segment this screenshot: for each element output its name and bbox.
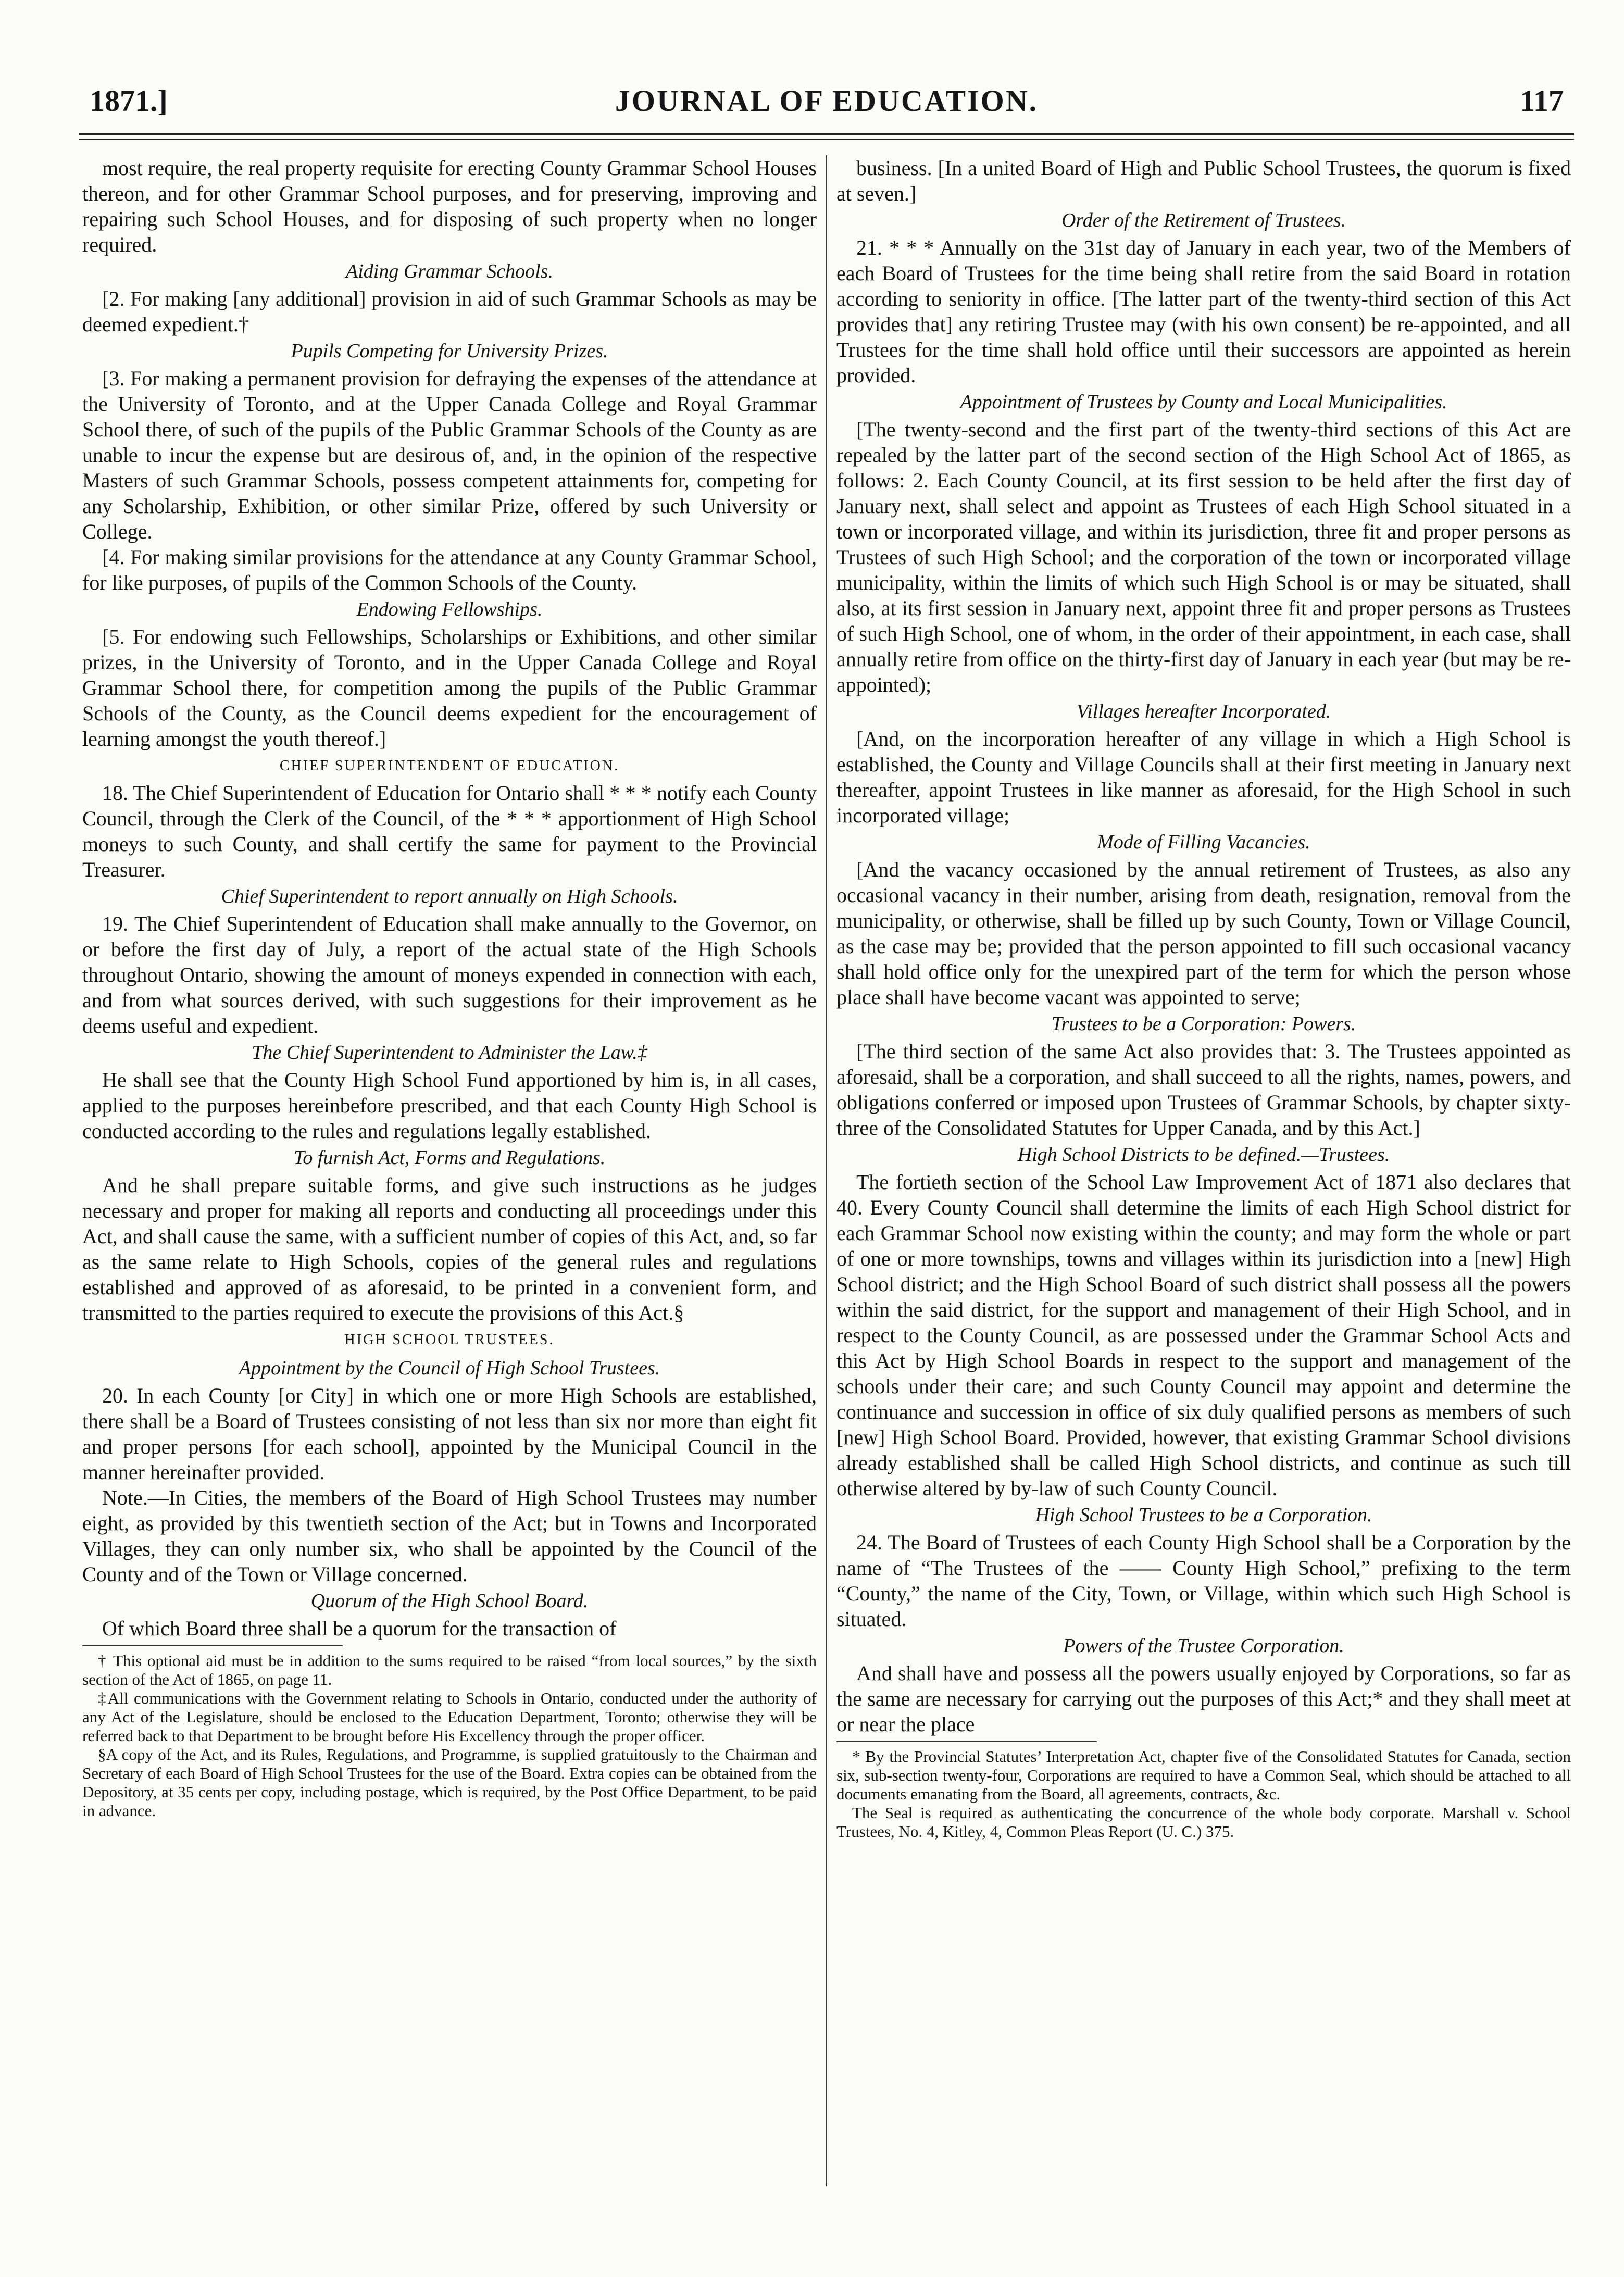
paragraph: 21. * * * Annually on the 31st day of January in each year, two of the Members of each Board of Trustees for the time being shall retire from the said Board in rotation according to seniority in office. [The latter part of the twenty-third section of this Act provides that] any retiring Trustee may (with his own consent) be re-appointed, and all Trustees for the time shall hold office until their successors are appointed as herein provided.	[836, 236, 1571, 387]
paragraph: 19. The Chief Superintendent of Education shall make annually to the Governor, on or before the first day of July, a report of the actual state of the High Schools throughout Ontario, showing the amount of moneys expended in connection with each, and from what sources derived, with such suggestions for their improvement as he deems useful and expedient.	[82, 912, 817, 1037]
footnote: §A copy of the Act, and its Rules, Regulations, and Programme, is supplied gratuitously to the Chairman and Secretary of each Board of High School Trustees for the use of the Board. Extra copies can be obtained from the Depository, at 35 cents per copy, including postage, which is required, by the Post Office Department, to be paid in advance.	[82, 1745, 817, 1820]
footnote: ‡All communications with the Government relating to Schools in Ontario, conducted under the authority of any Act of the Legislature, should be enclosed to the Education Department, Toronto; otherwise they will be referred back to that Department to be brought before His Excellency through the proper officer.	[82, 1689, 817, 1745]
paragraph: And he shall prepare suitable forms, and give such instructions as he judges necessary and proper for making all reports and conducting all proceedings under this Act, and shall cause the same, with a sufficient number of copies of this Act, and, so far as the same relate to High Schools, copies of the general rules and regulations established and approved of as aforesaid, to be printed in a convenient form, and transmitted to the parties required to execute the provisions of this Act.§	[82, 1173, 817, 1324]
paragraph: [2. For making [any additional] provision in aid of such Grammar Schools as may be deemed expedient.†	[82, 287, 817, 336]
section-title: CHIEF SUPERINTENDENT OF EDUCATION.	[279, 758, 620, 774]
section-heading: Pupils Competing for University Prizes.	[291, 340, 608, 362]
section-heading: High School Districts to be defined.—Trustees.	[1017, 1144, 1390, 1166]
section-heading: Mode of Filling Vacancies.	[1097, 831, 1310, 853]
section-title: HIGH SCHOOL TRUSTEES.	[344, 1332, 555, 1348]
left-column	[82, 155, 817, 2197]
section-heading: Aiding Grammar Schools.	[346, 260, 553, 282]
footnote-rule	[82, 1645, 343, 1646]
header-rule-thin	[79, 139, 1574, 140]
paragraph: [The third section of the same Act also provides that: 3. The Trustees appointed as aforesaid, shall be a corporation, and shall succeed to all the rights, names, powers, and obligations conferred or imposed upon Trustees of Grammar Schools, by chapter sixty-three of the Consolidated Statutes for Upper Canada, and by this Act.]	[836, 1040, 1571, 1140]
footnote-rule	[836, 1741, 1097, 1742]
footnote: * By the Provincial Statutes’ Interpretation Act, chapter five of the Consolidated Statutes for Canada, section six, sub-section twenty-four, Corporations are required to have a Common Seal, which should be attached to all documents emanating from the Board, all agreements, contracts, &c.	[836, 1747, 1571, 1803]
paragraph: 18. The Chief Superintendent of Education for Ontario shall * * * notify each County Council, through the Clerk of the Council, of the * * * apportionment of High School moneys to such County, and shall certify the same for payment to the Provincial Treasurer.	[82, 781, 817, 881]
section-heading: To furnish Act, Forms and Regulations.	[293, 1147, 606, 1169]
page-number: 117	[1520, 84, 1564, 118]
paragraph: [And, on the incorporation hereafter of any village in which a High School is established, the County and Village Councils shall at their first meeting in January next thereafter, appoint Trustees in like manner as aforesaid, for the High School in such incorporated village;	[836, 727, 1571, 827]
paragraph: most require, the real property requisite for erecting County Grammar School Houses thereon, and for other Grammar School purposes, and for preserving, improving and repairing such School Houses, and for disposing of such property when no longer required.	[82, 156, 817, 256]
column-divider	[826, 155, 827, 2186]
section-heading: Order of the Retirement of Trustees.	[1061, 209, 1346, 231]
paragraph: And shall have and possess all the powers usually enjoyed by Corporations, so far as the same are necessary for carrying out the purposes of this Act;* and they shall meet at or near the place	[836, 1661, 1571, 1736]
paragraph: Note.—In Cities, the members of the Board of High School Trustees may number eight, as provided by this twentieth section of the Act; but in Towns and Incorporated Villages, they can only number six, who shall be appointed by the Council of the County and of the Town or Village concerned.	[82, 1486, 817, 1586]
paragraph: business. [In a united Board of High and Public School Trustees, the quorum is fixed at seven.]	[836, 156, 1571, 205]
section-heading: Endowing Fellowships.	[356, 598, 543, 620]
header-year: 1871.]	[90, 84, 168, 118]
journal-title: JOURNAL OF EDUCATION.	[615, 84, 1039, 118]
paragraph: [4. For making similar provisions for the attendance at any County Grammar School, for like purposes, of pupils of the Common Schools of the County.	[82, 545, 817, 594]
paragraph: [5. For endowing such Fellowships, Scholarships or Exhibitions, and other similar prizes, in the University of Toronto, and in the Upper Canada College and Royal Grammar School there, for competition among the pupils of the Public Grammar Schools of the County, as the Council deems expedient for the encouragement of learning amongst the youth thereof.]	[82, 625, 817, 750]
paragraph: 20. In each County [or City] in which one or more High Schools are established, there shall be a Board of Trustees consisting of not less than six nor more than eight fit and proper persons [for each school], appointed by the Municipal Council in the manner hereinafter provided.	[82, 1384, 817, 1484]
footnote: The Seal is required as authenticating the concurrence of the whole body corporate. Marshall v. School Trustees, No. 4, Kitley, 4, Common Pleas Report (U. C.) 375.	[836, 1804, 1571, 1841]
paragraph: Of which Board three shall be a quorum for the transaction of	[102, 1617, 617, 1640]
section-heading: Quorum of the High School Board.	[310, 1590, 589, 1612]
section-heading: High School Trustees to be a Corporation.	[1035, 1504, 1372, 1526]
paragraph: [And the vacancy occasioned by the annual retirement of Trustees, as also any occasional vacancy in their number, arising from death, resignation, removal from the municipality, or otherwise, shall be filled up by such County, Town or Village Council, as the case may be; provided that the person appointed to fill such occasional vacancy shall hold office only for the unexpired part of the term for which the person whose place shall have become vacant was appointed to serve;	[836, 858, 1571, 1009]
paragraph: He shall see that the County High School Fund apportioned by him is, in all cases, applied to the purposes hereinbefore prescribed, and that each County High School is conducted according to the rules and regulations legally established.	[82, 1068, 817, 1143]
section-heading: Trustees to be a Corporation: Powers.	[1051, 1013, 1356, 1035]
paragraph: [The twenty-second and the first part of the twenty-third sections of this Act are repealed by the latter part of the second section of the High School Act of 1865, as follows: 2. Each County Council, at its first session to be held after the first day of January next, shall select and appoint as Trustees of each High School situated in a town or incorporated village, and within its jurisdiction, three fit and proper persons as Trustees of such High School; and the corporation of the town or incorporated village municipality, within the limits of which such High School is or may be situated, shall also, at its first session in January next, appoint three fit and proper persons as Trustees of such High School, one of whom, in the order of their appointment, in each case, shall annually retire from office on the thirty-first day of January in each year (but may be re-appointed);	[836, 418, 1571, 696]
section-heading: Powers of the Trustee Corporation.	[1063, 1635, 1344, 1657]
running-header	[79, 68, 1574, 128]
paragraph: [3. For making a permanent provision for defraying the expenses of the attendance at the University of Toronto, and at the Upper Canada College and Royal Grammar School there, of such of the pupils of the Public Grammar Schools of the County as are unable to incur the expense but are desirous of, and, in the opinion of the respective Masters of such Grammar Schools, possess competent attainments for, competing for any Scholarship, Exhibition, or other similar Prize, offered by such University or College.	[82, 367, 817, 543]
section-heading: Appointment by the Council of High School Trustees.	[239, 1357, 660, 1379]
footnote: † This optional aid must be in addition to the sums required to be raised “from local sources,” by the sixth section of the Act of 1865, on page 11.	[82, 1652, 817, 1688]
section-heading: Villages hereafter Incorporated.	[1076, 700, 1331, 722]
paragraph: 24. The Board of Trustees of each County High School shall be a Corporation by the name of “The Trustees of the —— County High School,” prefixing to the term “County,” the name of the City, Town, or Village, within which such High School is situated.	[836, 1531, 1571, 1631]
right-column	[836, 155, 1571, 2197]
paragraph: The fortieth section of the School Law Improvement Act of 1871 also declares that 40. Every County Council shall determine the limits of each High School district for each Grammar School now existing within the county; and may form the whole or part of one or more townships, towns and villages within its jurisdiction into a [new] High School district; and the High School Board of such district shall possess all the powers within the said district, for the support and management of their High School, and in respect to the County Council, as are possessed under the Grammar School Acts and this Act by High School Boards in respect to the support and management of the schools under their care; and such County Council may appoint and determine the continuance and succession in office of six duly qualified persons as members of such [new] High School Board. Provided, however, that existing Grammar School divisions already established shall be called High School districts, and continue as such till otherwise altered by by-law of such County Council.	[836, 1170, 1571, 1500]
section-heading: Chief Superintendent to report annually on High Schools.	[221, 885, 678, 907]
header-rule	[79, 133, 1574, 135]
section-heading: Appointment of Trustees by County and Local Municipalities.	[960, 391, 1447, 413]
section-heading: The Chief Superintendent to Administer the Law.‡	[252, 1042, 647, 1064]
